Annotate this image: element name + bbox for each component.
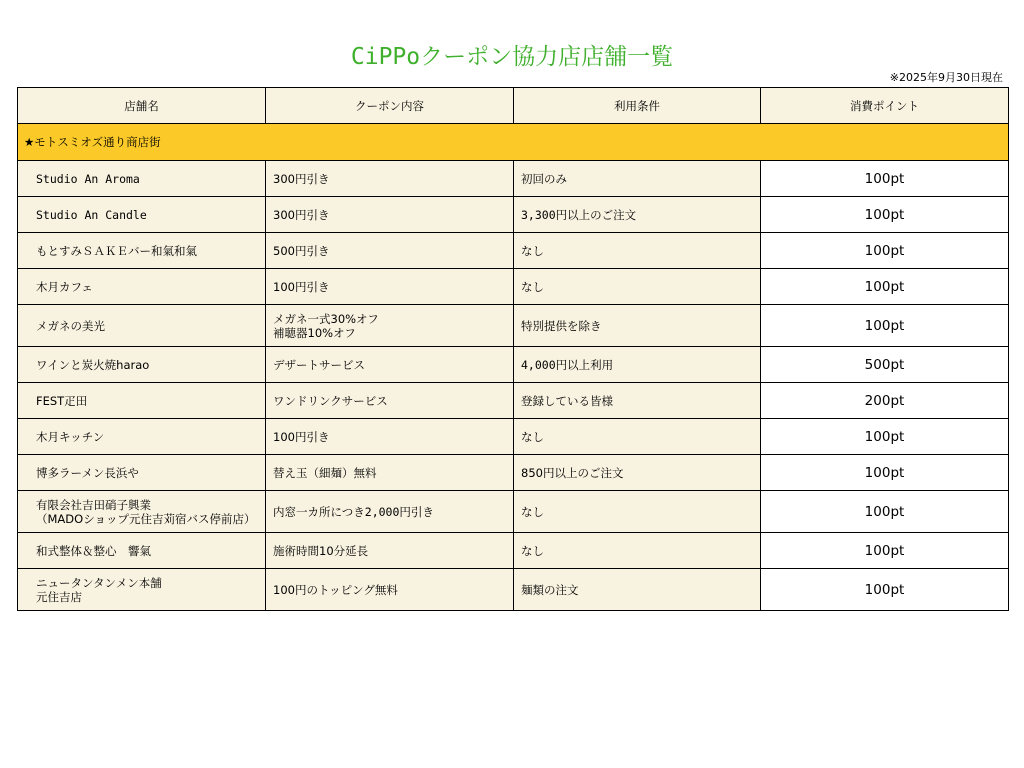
points-value: 500pt (761, 347, 1009, 383)
points-value: 100pt (761, 569, 1009, 611)
table-row (18, 455, 1009, 491)
coupon-content: メガネ一式30%オフ 補聴器10%オフ (266, 305, 514, 347)
header-shop-name: 店舗名 (18, 88, 266, 124)
as-of-date: ※2025年9月30日現在 (889, 71, 1003, 84)
coupon-content: 替え玉（細麺）無料 (266, 455, 514, 491)
table-row (18, 491, 1009, 533)
usage-condition: なし (514, 491, 761, 533)
table-header-row (18, 88, 1009, 124)
document-title: CiPPoクーポン協力店店舗一覧 (350, 44, 674, 70)
points-value: 100pt (761, 491, 1009, 533)
table-row (18, 419, 1009, 455)
usage-condition: 850円以上のご注文 (514, 455, 761, 491)
header-coupon: クーポン内容 (266, 88, 514, 124)
points-value: 100pt (761, 455, 1009, 491)
table-row (18, 233, 1009, 269)
points-value: 200pt (761, 383, 1009, 419)
section-row (18, 124, 1009, 161)
table-row (18, 305, 1009, 347)
coupon-content: ワンドリンクサービス (266, 383, 514, 419)
points-value: 100pt (761, 305, 1009, 347)
usage-condition: 4,000円以上利用 (514, 347, 761, 383)
shop-name: ワインと炭火焼harao (18, 347, 266, 383)
table-row (18, 161, 1009, 197)
section-title: ★モトスミオズ通り商店街 (18, 124, 1009, 161)
points-value: 100pt (761, 233, 1009, 269)
header-points: 消費ポイント (761, 88, 1009, 124)
shop-name: 木月キッチン (18, 419, 266, 455)
usage-condition: なし (514, 233, 761, 269)
coupon-content: 100円引き (266, 269, 514, 305)
usage-condition: 初回のみ (514, 161, 761, 197)
coupon-content: 内窓一カ所につき2,000円引き (266, 491, 514, 533)
usage-condition: なし (514, 419, 761, 455)
usage-condition: なし (514, 533, 761, 569)
points-value: 100pt (761, 419, 1009, 455)
usage-condition: 麺類の注文 (514, 569, 761, 611)
shop-name: ニュータンタンメン本舗 元住吉店 (18, 569, 266, 611)
coupon-content: 300円引き (266, 161, 514, 197)
table-row (18, 569, 1009, 611)
usage-condition: 3,300円以上のご注文 (514, 197, 761, 233)
coupon-content: 施術時間10分延長 (266, 533, 514, 569)
coupon-content: 100円のトッピング無料 (266, 569, 514, 611)
points-value: 100pt (761, 269, 1009, 305)
usage-condition: 特別提供を除き (514, 305, 761, 347)
points-value: 100pt (761, 533, 1009, 569)
shop-name: もとすみＳＡＫＥバー和氣和氣 (18, 233, 266, 269)
coupon-shop-table (17, 87, 1009, 611)
table-row (18, 269, 1009, 305)
coupon-content: 300円引き (266, 197, 514, 233)
points-value: 100pt (761, 197, 1009, 233)
table-row (18, 383, 1009, 419)
points-value: 100pt (761, 161, 1009, 197)
shop-name: FEST疋田 (18, 383, 266, 419)
shop-name: 和式整体＆整心 響氣 (18, 533, 266, 569)
table-row (18, 533, 1009, 569)
coupon-content: 500円引き (266, 233, 514, 269)
header-conditions: 利用条件 (514, 88, 761, 124)
usage-condition: なし (514, 269, 761, 305)
shop-name: メガネの美光 (18, 305, 266, 347)
shop-name: 博多ラーメン長浜や (18, 455, 266, 491)
shop-name: Studio An Aroma (18, 161, 266, 197)
shop-name: Studio An Candle (18, 197, 266, 233)
coupon-content: 100円引き (266, 419, 514, 455)
table-row (18, 347, 1009, 383)
shop-name: 木月カフェ (18, 269, 266, 305)
table-row (18, 197, 1009, 233)
coupon-content: デザートサービス (266, 347, 514, 383)
shop-name: 有限会社吉田硝子興業 （MADOショップ元住吉苅宿バス停前店） (18, 491, 266, 533)
usage-condition: 登録している皆様 (514, 383, 761, 419)
